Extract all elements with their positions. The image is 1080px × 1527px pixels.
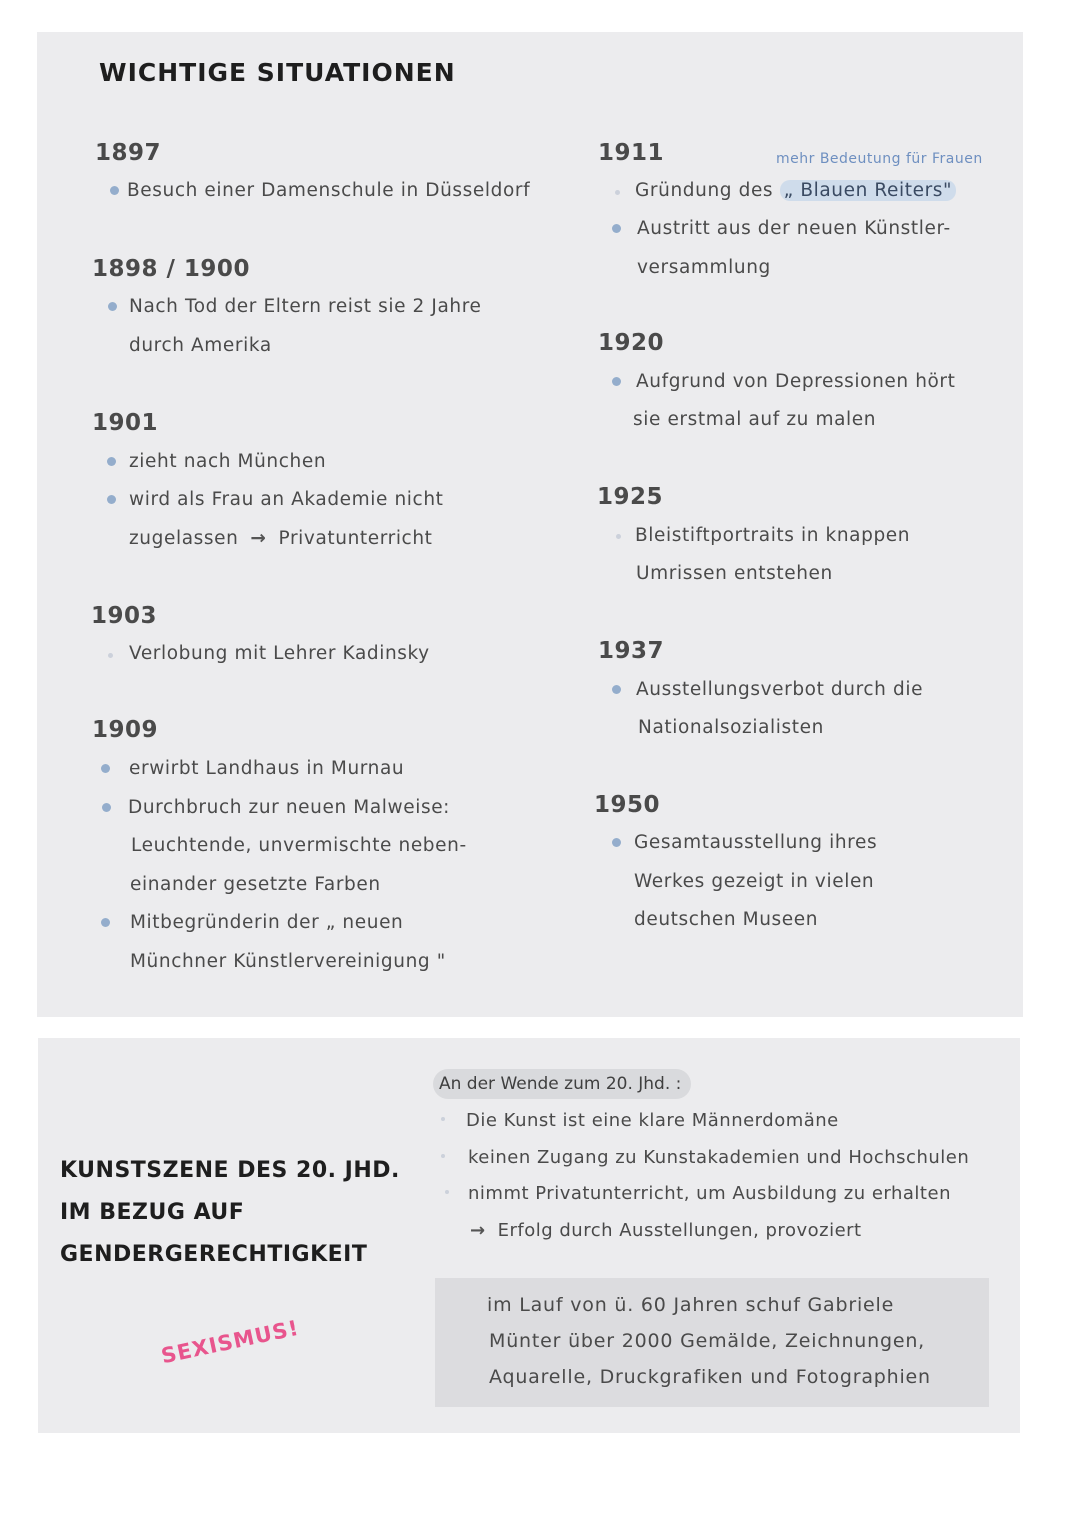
event-text: wird als Frau an Akademie nicht (129, 489, 444, 510)
sexismus-stamp: SEXISMUS! (159, 1315, 302, 1369)
event-text-with-highlight (635, 180, 956, 201)
event-text: Umrissen entstehen (636, 563, 833, 584)
event-text: einander gesetzte Farben (130, 874, 381, 895)
summary-box (435, 1278, 989, 1407)
bullet-dot (107, 495, 116, 504)
event-text: deutschen Museen (634, 909, 819, 930)
bullet-dot (108, 302, 117, 311)
event-text: durch Amerika (129, 335, 272, 356)
side-note: mehr Bedeutung für Frauen (776, 151, 983, 167)
arrow-right-icon: → (250, 528, 267, 549)
result-text: Erfolg durch Ausstellungen, provoziert (497, 1220, 862, 1241)
summary-line: im Lauf von ü. 60 Jahren schuf Gabriele (487, 1294, 895, 1316)
bullet-dot (612, 685, 621, 694)
title-line: IM BEZUG AUF (60, 1200, 245, 1225)
event-text: Besuch einer Damenschule in Düsseldorf (127, 180, 531, 201)
kunst-point: nimmt Privatunterricht, um Ausbildung zu erhalten (468, 1183, 951, 1204)
kunst-point: keinen Zugang zu Kunstakademien und Hochschulen (468, 1147, 970, 1168)
bullet-dot (102, 803, 111, 812)
event-text: zieht nach München (129, 451, 327, 472)
kunst-result (470, 1220, 862, 1241)
bullet-dot (445, 1190, 449, 1194)
event-text: zugelassen (129, 528, 239, 549)
bullet-dot (612, 224, 621, 233)
title-line: GENDERGERECHTIGKEIT (60, 1242, 368, 1267)
event-text: versammlung (637, 257, 771, 278)
year-1911: 1911 (598, 140, 665, 166)
title-line: KUNSTSZENE DES 20. JHD. (60, 1158, 400, 1183)
bullet-dot (107, 457, 116, 466)
year-1925: 1925 (597, 484, 664, 510)
bullet-dot (441, 1117, 445, 1121)
summary-line: Münter über 2000 Gemälde, Zeichnungen, (489, 1330, 926, 1352)
event-text: sie erstmal auf zu malen (633, 409, 877, 430)
event-text: Leuchtende, unvermischte neben- (131, 835, 467, 856)
event-text: Durchbruch zur neuen Malweise: (128, 797, 451, 818)
kunstszene-panel (38, 1038, 1020, 1433)
bullet-dot (616, 534, 621, 539)
highlight-blauer-reiter: „ Blauen Reiters" (780, 180, 956, 201)
event-text: Nach Tod der Eltern reist sie 2 Jahre (129, 296, 482, 317)
event-text: Bleistiftportraits in knappen (635, 525, 911, 546)
event-text: Gründung des (635, 180, 774, 201)
year-1937: 1937 (598, 638, 665, 664)
event-text: Aufgrund von Depressionen hört (636, 371, 956, 392)
bullet-dot (101, 918, 110, 927)
bullet-dot (615, 190, 620, 195)
year-1950: 1950 (594, 792, 661, 818)
year-1897: 1897 (95, 140, 162, 166)
event-text: Gesamtausstellung ihres (634, 832, 878, 853)
event-text: Ausstellungsverbot durch die (636, 679, 924, 700)
year-1903: 1903 (91, 603, 158, 629)
year-1901: 1901 (92, 410, 159, 436)
year-1920: 1920 (598, 330, 665, 356)
section-title: WICHTIGE SITUATIONEN (99, 58, 456, 87)
bullet-dot (612, 838, 621, 847)
event-text: Mitbegründerin der „ neuen (130, 912, 404, 933)
bullet-dot (101, 764, 110, 773)
kunstszene-title (60, 1150, 400, 1276)
event-text: Privatunterricht (278, 528, 433, 549)
bullet-dot (441, 1154, 445, 1158)
summary-line: Aquarelle, Druckgrafiken und Fotographien (489, 1366, 931, 1388)
event-text: erwirbt Landhaus in Murnau (129, 758, 405, 779)
timeline-panel (37, 32, 1023, 1017)
event-text-with-arrow (129, 528, 433, 549)
wende-label: An der Wende zum 20. Jhd. : (433, 1069, 691, 1099)
arrow-right-icon: → (470, 1220, 486, 1241)
event-text: Münchner Künstlervereinigung " (130, 951, 446, 972)
event-text: Austritt aus der neuen Künstler- (637, 218, 951, 239)
year-1909: 1909 (92, 717, 159, 743)
year-1898-1900: 1898 / 1900 (92, 256, 250, 282)
bullet-dot (612, 377, 621, 386)
event-text: Nationalsozialisten (638, 717, 824, 738)
kunst-point: Die Kunst ist eine klare Männerdomäne (466, 1110, 839, 1131)
bullet-dot (110, 186, 119, 195)
bullet-dot (108, 653, 113, 658)
event-text: Werkes gezeigt in vielen (634, 871, 875, 892)
event-text: Verlobung mit Lehrer Kadinsky (129, 643, 430, 664)
